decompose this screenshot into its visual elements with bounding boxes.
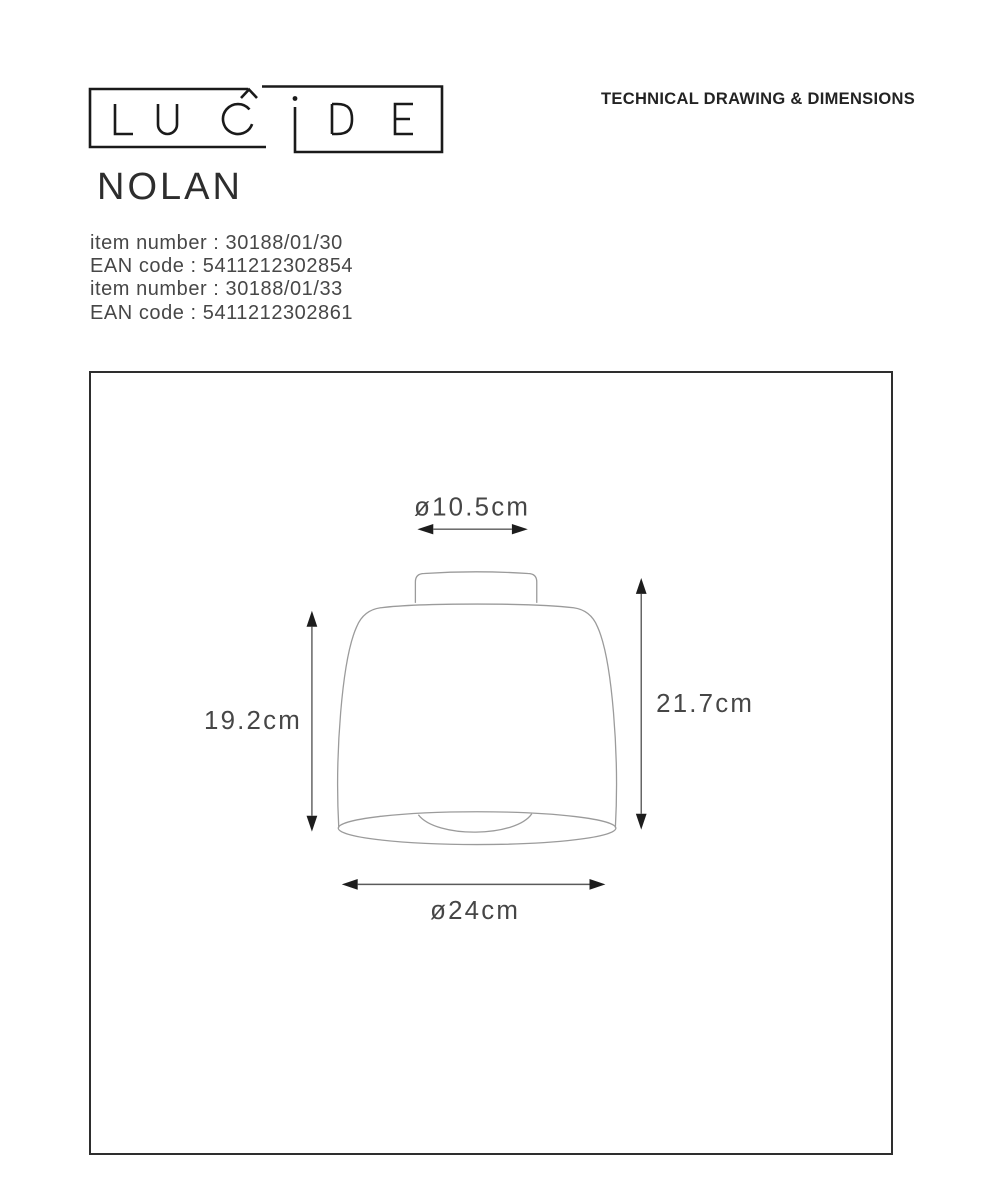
product-name: NOLAN bbox=[97, 166, 243, 208]
logo-letter-l bbox=[115, 104, 133, 134]
logo-letter-d bbox=[332, 104, 352, 134]
lamp-canopy bbox=[415, 572, 536, 603]
item-number-line: item number : 30188/01/30 bbox=[90, 232, 343, 254]
arrowhead-right-icon bbox=[512, 524, 528, 534]
dimension-arrowheads bbox=[307, 524, 647, 890]
drawing-frame bbox=[89, 371, 893, 1155]
lamp-outline bbox=[338, 572, 617, 845]
logo-letter-u bbox=[158, 104, 177, 134]
arrowhead-left-icon bbox=[342, 879, 358, 890]
lamp-bottom-rim bbox=[338, 812, 616, 845]
lamp-shade bbox=[338, 604, 617, 828]
dim-label-total-height: 21.7cm bbox=[656, 690, 755, 719]
arrowhead-up-icon bbox=[307, 611, 318, 627]
logo-letter-c bbox=[223, 104, 252, 134]
dim-label-shade-height: 19.2cm bbox=[204, 707, 302, 736]
dimension-lines bbox=[312, 529, 641, 884]
arrowhead-up-icon bbox=[636, 578, 647, 594]
arrowhead-right-icon bbox=[589, 879, 605, 890]
lucide-logo-icon bbox=[88, 85, 444, 155]
item-number-line: item number : 30188/01/33 bbox=[90, 278, 343, 301]
dim-label-canopy-diameter: ø10.5cm bbox=[414, 493, 531, 522]
ean-code-line: EAN code : 5411212302861 bbox=[90, 301, 354, 324]
lamp-inner-opening bbox=[418, 814, 531, 832]
ean-code-line: EAN code : 5411212302854 bbox=[90, 255, 354, 278]
arrowhead-down-icon bbox=[636, 814, 647, 830]
arrowhead-left-icon bbox=[417, 524, 433, 534]
logo-letter-e bbox=[395, 104, 413, 134]
logo-caron bbox=[241, 90, 257, 99]
logo-letter-i-dot bbox=[293, 96, 298, 101]
arrowhead-down-icon bbox=[307, 816, 318, 832]
dim-label-shade-diameter: ø24cm bbox=[430, 897, 521, 926]
lamp-technical-drawing bbox=[91, 373, 891, 1153]
product-info-block bbox=[90, 232, 353, 325]
page-title: TECHNICAL DRAWING & DIMENSIONS bbox=[601, 90, 915, 108]
